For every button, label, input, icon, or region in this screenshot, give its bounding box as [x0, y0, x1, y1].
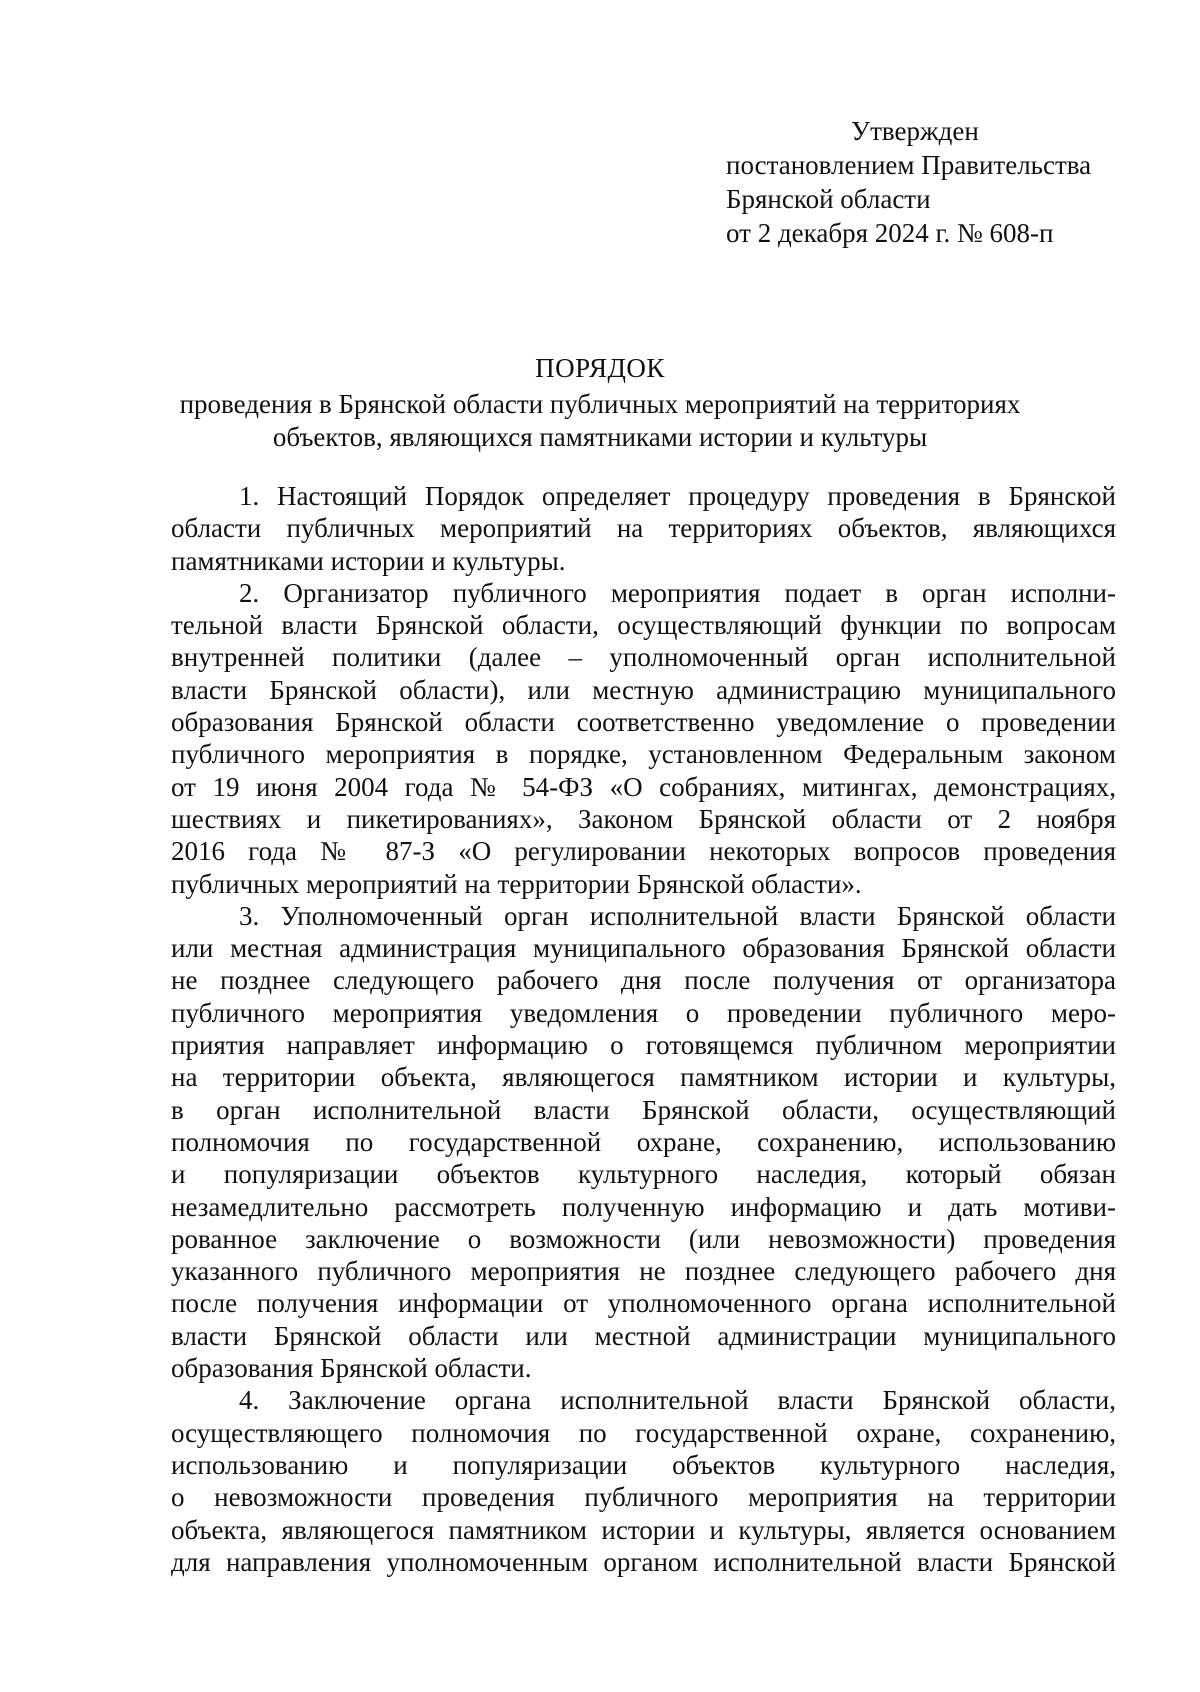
paragraph-line: осуществляющего полномочия по государственной охране, сохранению,: [171, 1417, 1116, 1448]
paragraph-line: незамедлительно рассмотреть полученную информацию и дать мотиви-: [171, 1191, 1116, 1222]
paragraph-line: 4. Заключение органа исполнительной власти Брянской области,: [239, 1385, 1116, 1416]
paragraph-line: объекта, являющегося памятником истории и культуры, является основанием: [171, 1514, 1116, 1545]
document-body: [171, 480, 1116, 1578]
paragraph-line: памятниками истории и культуры.: [171, 545, 566, 576]
paragraph-line: 2. Организатор публичного мероприятия подает в орган исполни-: [239, 577, 1116, 608]
paragraph-line: для направления уполномоченным органом исполнительной власти Брянской: [171, 1546, 1116, 1577]
paragraph-line: в орган исполнительной власти Брянской области, осуществляющий: [171, 1094, 1116, 1125]
approval-line-1: Утвержден: [851, 116, 979, 146]
paragraph-line: образования Брянской области соответственно уведомление о проведении: [171, 707, 1116, 738]
paragraph-line: и популяризации объектов культурного наследия, который обязан: [171, 1159, 1116, 1190]
paragraph-line: публичных мероприятий на территории Брянской области».: [171, 868, 862, 899]
paragraph-line: указанного публичного мероприятия не позднее следующего рабочего дня: [171, 1256, 1116, 1287]
paragraph-line: области публичных мероприятий на территориях объектов, являющихся: [171, 513, 1116, 544]
paragraph-line: на территории объекта, являющегося памятником истории и культуры,: [171, 1062, 1116, 1093]
paragraph-line: власти Брянской области или местной администрации муниципального: [171, 1320, 1116, 1351]
paragraph-line: полномочия по государственной охране, сохранению, использованию: [171, 1126, 1116, 1157]
paragraph-line: рованное заключение о возможности (или невозможности) проведения: [171, 1223, 1116, 1254]
approval-line-4: от 2 декабря 2024 г. № 608-п: [726, 218, 1054, 248]
title-heading: ПОРЯДОК: [535, 353, 665, 383]
paragraph-4: [171, 1384, 1116, 1578]
approval-stamp-block: [726, 114, 1166, 250]
paragraph-line: внутренней политики (далее – уполномоченный орган исполнительной: [171, 642, 1116, 673]
paragraph-line: использованию и популяризации объектов культурного наследия,: [171, 1449, 1116, 1480]
paragraph-line: тельной власти Брянской области, осуществляющий функции по вопросам: [171, 610, 1116, 641]
paragraph-line: шествиях и пикетированиях», Законом Брянской области от 2 ноября: [171, 803, 1116, 834]
approval-line-3: Брянской области: [726, 184, 931, 214]
paragraph-line: от 19 июня 2004 года № 54-ФЗ «О собраниях, митингах, демонстрациях,: [171, 771, 1116, 802]
paragraph-2: [171, 577, 1116, 900]
title-subtitle-line-2: объектов, являющихся памятниками истории и культуры: [272, 422, 928, 452]
paragraph-1: [171, 480, 1116, 577]
paragraph-line: публичного мероприятия уведомления о проведении публичного меро-: [171, 997, 1116, 1028]
paragraph-line: приятия направляет информацию о готовящемся публичном мероприятии: [171, 1030, 1116, 1061]
paragraph-line: или местная администрация муниципального образования Брянской области: [171, 933, 1116, 964]
title-subtitle-line-1: проведения в Брянской области публичных мероприятий на территориях: [179, 389, 1021, 419]
paragraph-line: публичного мероприятия в порядке, установленном Федеральным законом: [171, 739, 1116, 770]
paragraph-line: не позднее следующего рабочего дня после получения от организатора: [171, 965, 1116, 996]
paragraph-line: образования Брянской области.: [171, 1353, 532, 1384]
paragraph-line: 2016 года № 87-З «О регулировании некоторых вопросов проведения: [171, 836, 1116, 867]
paragraph-line: власти Брянской области), или местную администрацию муниципального: [171, 674, 1116, 705]
paragraph-line: 3. Уполномоченный орган исполнительной власти Брянской области: [239, 900, 1116, 931]
document-title: [150, 352, 1050, 454]
approval-line-2: постановлением Правительства: [726, 150, 1092, 180]
paragraph-3: [171, 900, 1116, 1384]
paragraph-line: о невозможности проведения публичного мероприятия на территории: [171, 1482, 1116, 1513]
paragraph-line: после получения информации от уполномоченного органа исполнительной: [171, 1288, 1116, 1319]
paragraph-line: 1. Настоящий Порядок определяет процедуру проведения в Брянской: [239, 481, 1116, 511]
